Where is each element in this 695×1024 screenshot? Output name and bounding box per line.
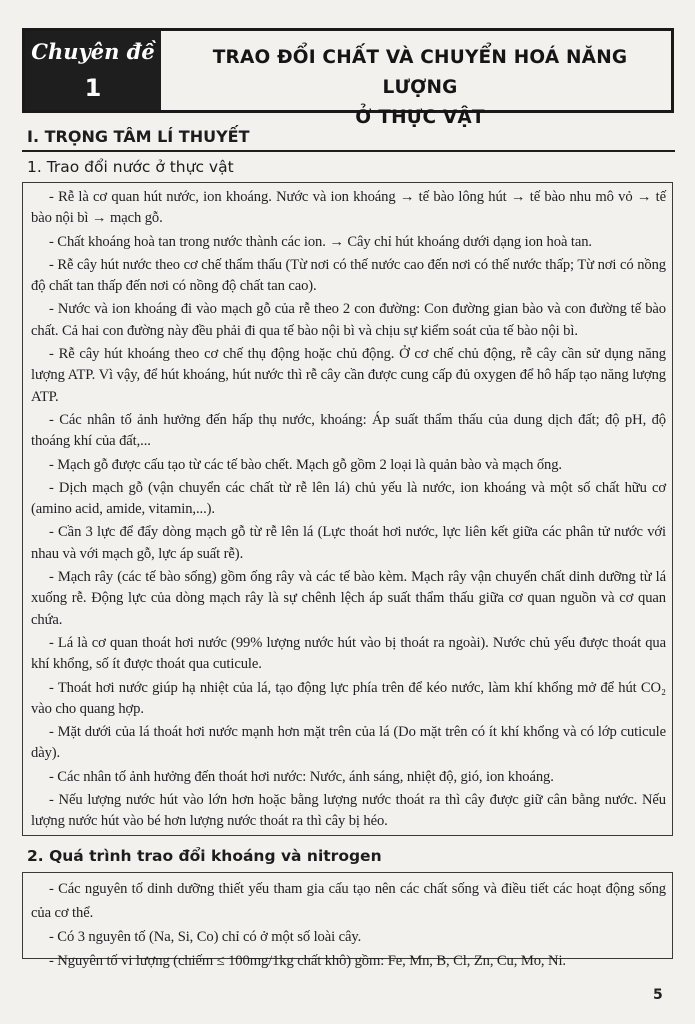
page-number: 5 [653,987,663,1003]
subsection-heading-2: 2. Quá trình trao đổi khoáng và nitrogen [27,847,382,865]
paragraph: - Nguyên tố vi lượng (chiếm ≤ 100mg/1kg chất khô) gồm: Fe, Mn, B, Cl, Zn, Cu, Mo, Ni. [49,953,566,969]
section-heading: I. TRỌNG TÂM LÍ THUYẾT [27,127,250,146]
section-divider [22,150,675,152]
paragraph: - Mặt dưới của lá thoát hơi nước mạnh hơn mặt trên của lá (Do mặt trên có ít khí khổng và có lớp cuticule dày). [31,724,666,762]
paragraph: - Các nhân tố ảnh hưởng đến thoát hơi nước: Nước, ánh sáng, nhiệt độ, gió, ion khoáng. [49,768,554,785]
paragraph: - Các nhân tố ảnh hưởng đến hấp thụ nước, khoáng: Áp suất thẩm thấu của dung dịch đất; độ pH, độ thoáng khí của đất,... [31,411,666,450]
paragraph: - Có 3 nguyên tố (Na, Si, Co) chỉ có ở một số loài cây. [49,929,362,945]
chapter-title-line-2: Ở THỰC VẬT [355,107,485,128]
subsection-heading-1: 1. Trao đổi nước ở thực vật [27,158,234,176]
chapter-label: Chuyên đề [31,39,155,64]
paragraph: - Nước và ion khoáng đi vào mạch gỗ của rễ theo 2 con đường: Con đường gian bào và con đường tế bào chất. Cả hai con đường này đều phải đi qua tế bào nội bì và chịu sự kiểm soát của tế bào nội bì. [31,301,666,339]
paragraph: - Lá là cơ quan thoát hơi nước (99% lượng nước hút vào bị thoát ra ngoài). Nước chủ yếu được thoát qua khí khổng, số ít được thoát qua cuticule. [31,634,666,673]
paragraph: - Rễ cây hút nước theo cơ chế thẩm thấu (Từ nơi có thế nước cao đến nơi có thế nước thấp; Từ nơi có nồng độ chất tan thấp đến nơi có nồng độ chất tan cao). [31,256,666,295]
chapter-title [175,43,665,133]
paragraph: - Dịch mạch gỗ (vận chuyển các chất từ rễ lên lá) chủ yếu là nước, ion khoáng và một số chất hữu cơ (amino acid, amide, vitamin,...). [31,479,666,518]
paragraph: - Mạch rây (các tế bào sống) gồm ống rây và các tế bào kèm. Mạch rây vận chuyển chất dinh dưỡng từ lá xuống rễ. Động lực của dòng mạch rây là sự chênh lệch áp suất thẩm thấu giữa cơ quan nguồn và cơ quan chứa. [31,569,666,628]
content-box-2 [22,872,673,969]
paragraph: - Chất khoáng hoà tan trong nước thành các ion. → Cây chỉ hút khoáng dưới dạng ion hoà tan. [49,233,592,250]
chapter-number: 1 [84,74,102,102]
chapter-header [22,28,674,128]
chapter-badge [25,31,161,110]
paragraph: - Nếu lượng nước hút vào lớn hơn hoặc bằng lượng nước thoát ra thì cây được giữ cân bằng nước. Nếu lượng nước hút vào bé hơn lượng nước thoát ra thì cây bị héo. [31,792,666,830]
chapter-title-line-1: TRAO ĐỔI CHẤT VÀ CHUYỂN HOÁ NĂNG LƯỢNG [212,47,628,98]
paragraph: - Các nguyên tố dinh dưỡng thiết yếu tham gia cấu tạo nên các chất sống và điều tiết các hoạt động sống của cơ thể. [31,881,666,921]
paragraph: - Thoát hơi nước giúp hạ nhiệt của lá, tạo động lực phía trên để kéo nước, làm khí khổng mở để hút CO₂ vào cho quang hợp. [31,679,666,717]
paragraph: - Rễ là cơ quan hút nước, ion khoáng. Nước và ion khoáng → tế bào lông hút → tế bào nhu mô vỏ → tế bào nội bì → mạch gỗ. [31,189,666,227]
paragraph: - Mạch gỗ được cấu tạo từ các tế bào chết. Mạch gỗ gồm 2 loại là quản bào và mạch ống. [49,456,562,473]
paragraph: - Cần 3 lực để đẩy dòng mạch gỗ từ rễ lên lá (Lực thoát hơi nước, lực liên kết giữa các phân tử nước với nhau và với mạch gỗ, lực áp suất rễ). [31,524,666,562]
content-box-1 [22,182,673,836]
paragraph: - Rễ cây hút khoáng theo cơ chế thụ động hoặc chủ động. Ở cơ chế chủ động, rễ cây cần sử dụng năng lượng ATP. Vì vậy, để hút khoáng, hút nước thì rễ cây cần được cung cấp đủ oxygen để hô hấp tạo năng lượng ATP. [31,346,666,405]
